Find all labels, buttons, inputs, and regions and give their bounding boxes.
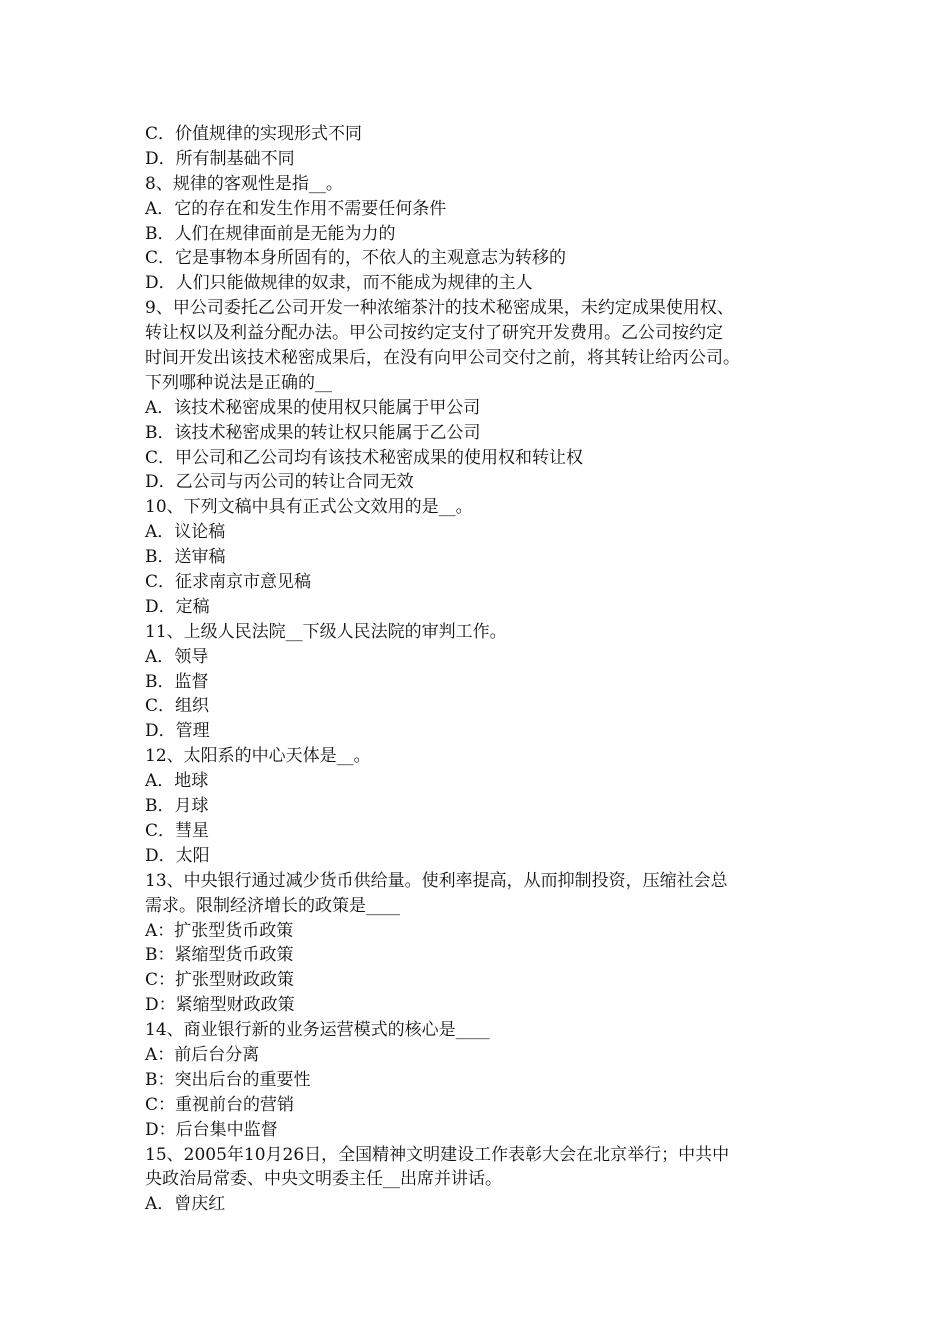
text-line: B．月球 bbox=[145, 796, 209, 817]
text-line: C．甲公司和乙公司均有该技术秘密成果的使用权和转让权 bbox=[145, 447, 584, 468]
text-line: D．乙公司与丙公司的转让合同无效 bbox=[145, 472, 414, 493]
text-line: A．它的存在和发生作用不需要任何条件 bbox=[145, 198, 447, 219]
text-line: A．地球 bbox=[145, 771, 209, 792]
text-line: 时间开发出该技术秘密成果后，在没有向甲公司交付之前，将其转让给丙公司。 bbox=[145, 348, 740, 369]
text-line: D．太阳 bbox=[145, 845, 210, 866]
text-line: A．议论稿 bbox=[145, 522, 226, 543]
text-line: B．监督 bbox=[145, 671, 209, 692]
text-line: D．管理 bbox=[145, 721, 210, 742]
text-line: D．人们只能做规律的奴隶，而不能成为规律的主人 bbox=[145, 273, 533, 294]
text-line: B．送审稿 bbox=[145, 547, 226, 568]
text-line: 下列哪种说法是正确的__ bbox=[145, 372, 332, 393]
text-line: C．它是事物本身所固有的，不依人的主观意志为转移的 bbox=[145, 248, 567, 269]
text-line: 9、甲公司委托乙公司开发一种浓缩茶汁的技术秘密成果，未约定成果使用权、 bbox=[145, 298, 734, 319]
text-line: 15、2005年10月26日，全国精神文明建设工作表彰大会在北京举行；中共中 bbox=[145, 1144, 730, 1165]
text-line: 转让权以及利益分配办法。甲公司按约定支付了研究开发费用。乙公司按约定 bbox=[145, 323, 723, 344]
text-line: 13、中央银行通过减少货币供给量。使利率提高，从而抑制投资，压缩社会总 bbox=[145, 870, 728, 891]
text-line: D：紧缩型财政政策 bbox=[145, 995, 295, 1016]
text-line: 需求。限制经济增长的政策是____ bbox=[145, 895, 400, 916]
text-line: 央政治局常委、中央文明委主任__出席并讲话。 bbox=[145, 1169, 502, 1190]
text-line: 12、太阳系的中心天体是__。 bbox=[145, 746, 371, 767]
text-line: C：重视前台的营销 bbox=[145, 1094, 295, 1115]
text-line: B：突出后台的重要性 bbox=[145, 1069, 311, 1090]
text-line: 14、商业银行新的业务运营模式的核心是____ bbox=[145, 1020, 490, 1041]
text-line: A：扩张型货币政策 bbox=[145, 920, 294, 941]
text-line: A．领导 bbox=[145, 646, 209, 667]
text-line: C．征求南京市意见稿 bbox=[145, 572, 312, 593]
text-line: C．彗星 bbox=[145, 820, 210, 841]
text-line: B．人们在规律面前是无能为力的 bbox=[145, 223, 396, 244]
text-line: A：前后台分离 bbox=[145, 1044, 260, 1065]
text-line: D．定稿 bbox=[145, 596, 210, 617]
document-body bbox=[145, 122, 835, 1217]
text-line: 11、上级人民法院__下级人民法院的审判工作。 bbox=[145, 621, 507, 642]
text-line: C：扩张型财政政策 bbox=[145, 970, 295, 991]
text-line: D．所有制基础不同 bbox=[145, 148, 295, 169]
text-line: 10、下列文稿中具有正式公文效用的是__。 bbox=[145, 497, 473, 518]
text-line: A．曾庆红 bbox=[145, 1194, 226, 1215]
text-line: B．该技术秘密成果的转让权只能属于乙公司 bbox=[145, 422, 481, 443]
text-line: C．价值规律的实现形式不同 bbox=[145, 124, 363, 144]
text-line: A．该技术秘密成果的使用权只能属于甲公司 bbox=[145, 397, 481, 418]
text-line: 8、规律的客观性是指__。 bbox=[145, 173, 343, 194]
text-line: B：紧缩型货币政策 bbox=[145, 945, 294, 966]
text-line: D：后台集中监督 bbox=[145, 1119, 278, 1140]
text-line: C．组织 bbox=[145, 696, 210, 717]
